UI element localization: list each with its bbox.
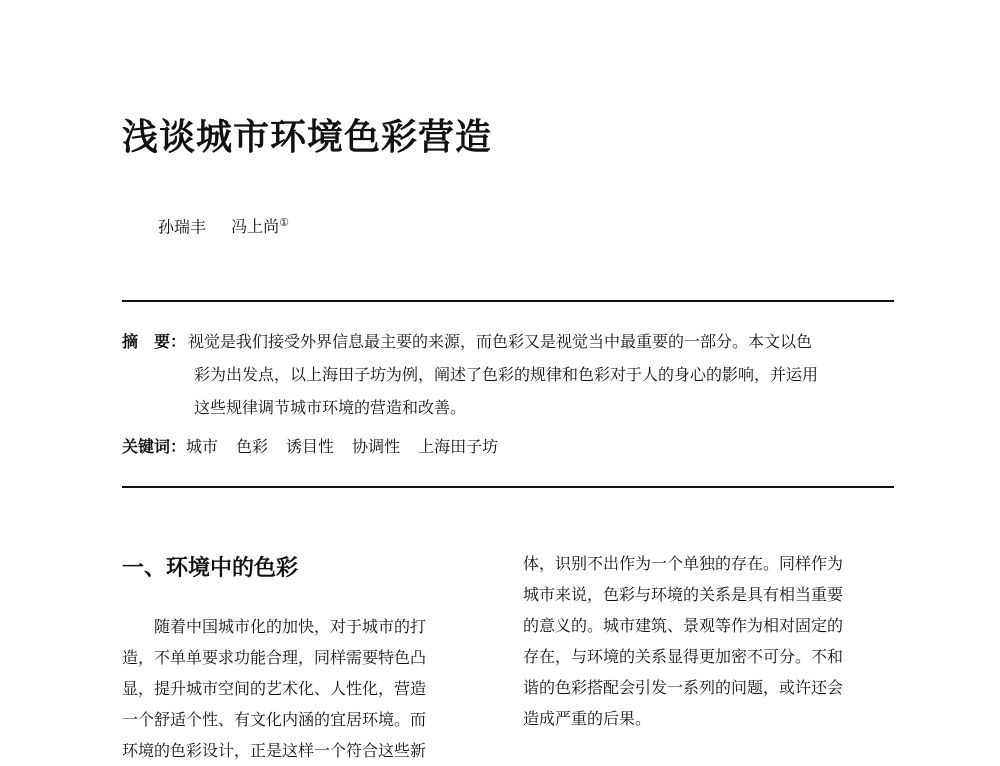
paragraph-line: 环境的色彩设计，正是这样一个符合这些新 <box>122 741 427 760</box>
abstract-text <box>188 325 894 424</box>
paragraph-line: 存在，与环境的关系显得更加密不可分。不和 <box>523 647 844 666</box>
keyword: 色彩 <box>236 437 269 456</box>
paragraph-line: 谐的色彩搭配会引发一系列的问题，或许还会 <box>523 678 844 697</box>
paragraph-line: 随着中国城市化的加快，对于城市的打 <box>154 617 427 636</box>
paragraph-line: 体，识别不出作为一个单独的存在。同样作为 <box>523 554 844 573</box>
bottom-divider <box>122 486 894 488</box>
keyword: 上海田子坊 <box>418 437 499 456</box>
abstract-line: 这些规律调节城市环境的营造和改善。 <box>194 398 467 417</box>
keywords-block <box>122 432 894 462</box>
paper-title: 浅谈城市环境色彩营造 <box>122 116 493 158</box>
keyword: 诱目性 <box>286 437 335 456</box>
paragraph-line: 城市来说，色彩与环境的关系是具有相当重要 <box>523 585 844 604</box>
keyword: 城市 <box>186 437 219 456</box>
keywords-label: 关键词： <box>122 437 187 456</box>
paragraph-line: 一个舒适个性、有文化内涵的宜居环境。而 <box>122 710 427 729</box>
keyword: 协调性 <box>352 437 401 456</box>
author-name: 冯上尚 <box>231 217 280 237</box>
paragraph-line: 的意义的。城市建筑、景观等作为相对固定的 <box>523 616 844 635</box>
right-column-text <box>523 548 894 734</box>
footnote-marker: ① <box>279 216 289 229</box>
paragraph-line: 造，不单单要求功能合理，同样需要特色凸 <box>122 648 427 667</box>
abstract-label: 摘 要： <box>122 332 187 351</box>
section-heading: 一、环境中的色彩 <box>122 556 299 581</box>
top-divider <box>122 300 894 302</box>
paragraph-line: 造成严重的后果。 <box>523 709 652 728</box>
abstract-line: 彩为出发点，以上海田子坊为例，阐述了色彩的规律和色彩对于人的身心的影响，并运用 <box>194 365 819 384</box>
paragraph-line: 显，提升城市空间的艺术化、人性化，营造 <box>122 679 427 698</box>
author-line <box>158 211 289 239</box>
author-name: 孙瑞丰 <box>158 217 207 237</box>
abstract-line: 视觉是我们接受外界信息最主要的来源，而色彩又是视觉当中最重要的一部分。本文以色 <box>188 332 813 351</box>
left-column-text <box>122 611 494 766</box>
